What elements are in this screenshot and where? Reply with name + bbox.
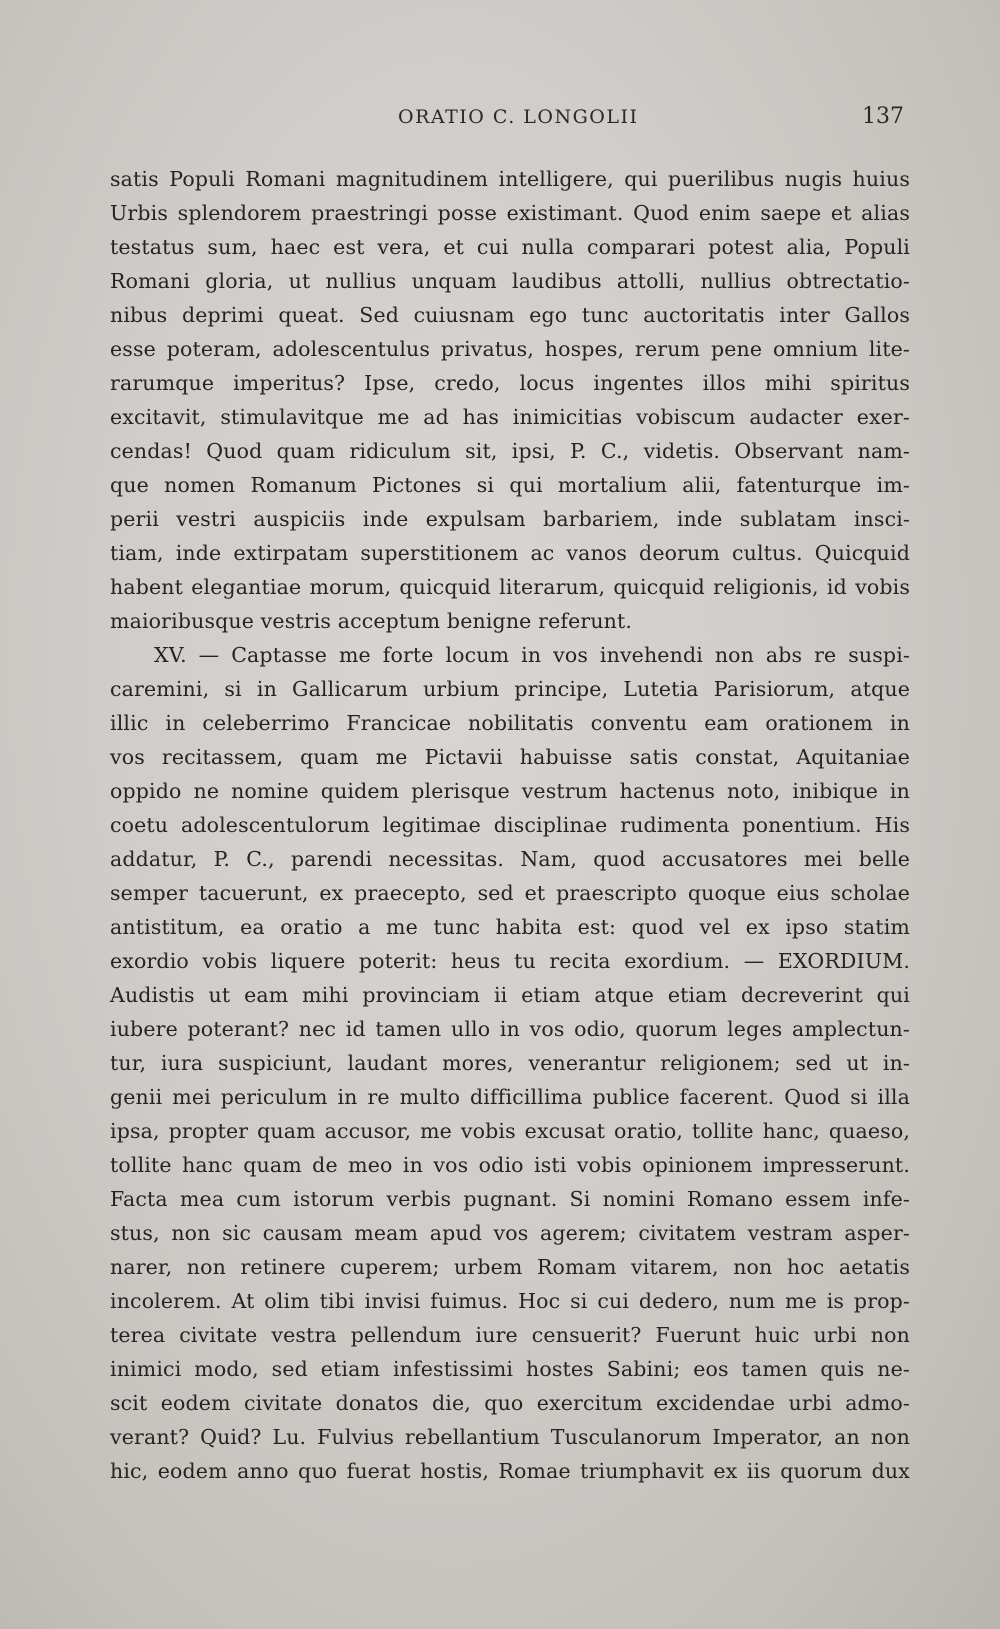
text-line: vos recitassem, quam me Pictavii habuisse satis constat, Aquitaniae — [110, 745, 910, 769]
text-line: tur, iura suspiciunt, laudant mores, venerantur religionem; sed ut in- — [110, 1051, 910, 1075]
text-line: semper tacuerunt, ex praecepto, sed et praescripto quoque eius scholae — [110, 881, 910, 905]
running-head — [0, 104, 1000, 134]
text-line: maioribusque vestris acceptum benigne referunt. — [110, 609, 633, 633]
text-line: nibus deprimi queat. Sed cuiusnam ego tunc auctoritatis inter Gallos — [110, 303, 910, 327]
running-title: ORATIO C. LONGOLII — [398, 106, 639, 128]
text-line: narer, non retinere cuperem; urbem Romam vitarem, non hoc aetatis — [110, 1255, 910, 1279]
text-line: iubere poterant? nec id tamen ullo in vos odio, quorum leges amplectun- — [110, 1017, 910, 1041]
page-number: 137 — [862, 104, 904, 129]
text-line: addatur, P. C., parendi necessitas. Nam, quod accusatores mei belle — [110, 847, 910, 871]
text-line: stus, non sic causam meam apud vos agerem; civitatem vestram asper- — [110, 1221, 910, 1245]
text-line: rarumque imperitus? Ipse, credo, locus ingentes illos mihi spiritus — [110, 371, 910, 395]
text-line: verant? Quid? Lu. Fulvius rebellantium Tusculanorum Imperator, an non — [110, 1425, 910, 1449]
text-line: coetu adolescentulorum legitimae disciplinae rudimenta ponentium. His — [110, 813, 910, 837]
text-line: exordio vobis liquere poterit: heus tu recita exordium. — EXORDIUM. — [110, 949, 910, 973]
text-line: habent elegantiae morum, quicquid literarum, quicquid religionis, id vobis — [110, 575, 910, 599]
text-line: cendas! Quod quam ridiculum sit, ipsi, P. C., videtis. Observant nam- — [110, 439, 910, 463]
text-line: caremini, si in Gallicarum urbium principe, Lutetia Parisiorum, atque — [110, 677, 910, 701]
section-start-line: XV. — Captasse me forte locum in vos invehendi non abs re suspi- — [154, 643, 910, 667]
text-line: que nomen Romanum Pictones si qui mortalium alii, fatenturque im- — [110, 473, 910, 497]
text-line: Romani gloria, ut nullius unquam laudibus attolli, nullius obtrectatio- — [110, 269, 910, 293]
text-line: excitavit, stimulavitque me ad has inimicitias vobiscum audacter exer- — [110, 405, 910, 429]
text-line: Facta mea cum istorum verbis pugnant. Si nomini Romano essem infe- — [110, 1187, 910, 1211]
text-line: testatus sum, haec est vera, et cui nulla comparari potest alia, Populi — [110, 235, 910, 259]
text-line: scit eodem civitate donatos die, quo exercitum excidendae urbi admo- — [110, 1391, 910, 1415]
text-line: tiam, inde extirpatam superstitionem ac vanos deorum cultus. Quicquid — [110, 541, 910, 565]
text-line: hic, eodem anno quo fuerat hostis, Romae triumphavit ex iis quorum dux — [110, 1459, 910, 1483]
text-line: oppido ne nomine quidem plerisque vestrum hactenus noto, inibique in — [110, 779, 910, 803]
text-line: incolerem. At olim tibi invisi fuimus. Hoc si cui dedero, num me is prop- — [110, 1289, 910, 1313]
text-line: ipsa, propter quam accusor, me vobis excusat oratio, tollite hanc, quaeso, — [110, 1119, 910, 1143]
text-line: inimici modo, sed etiam infestissimi hostes Sabini; eos tamen quis ne- — [110, 1357, 910, 1381]
text-line: esse poteram, adolescentulus privatus, hospes, rerum pene omnium lite- — [110, 337, 910, 361]
text-line: satis Populi Romani magnitudinem intelligere, qui puerilibus nugis huius — [110, 167, 910, 191]
text-line: Audistis ut eam mihi provinciam ii etiam atque etiam decreverint qui — [110, 983, 910, 1007]
text-line: perii vestri auspiciis inde expulsam barbariem, inde sublatam insci- — [110, 507, 910, 531]
text-line: antistitum, ea oratio a me tunc habita est: quod vel ex ipso statim — [110, 915, 910, 939]
text-line: illic in celeberrimo Francicae nobilitatis conventu eam orationem in — [110, 711, 910, 735]
body-text — [110, 162, 910, 1488]
text-line: genii mei periculum in re multo difficillima publice facerent. Quod si illa — [110, 1085, 910, 1109]
text-line: Urbis splendorem praestringi posse existimant. Quod enim saepe et alias — [110, 201, 910, 225]
text-line: terea civitate vestra pellendum iure censuerit? Fuerunt huic urbi non — [110, 1323, 910, 1347]
text-line: tollite hanc quam de meo in vos odio isti vobis opinionem impresserunt. — [110, 1153, 910, 1177]
